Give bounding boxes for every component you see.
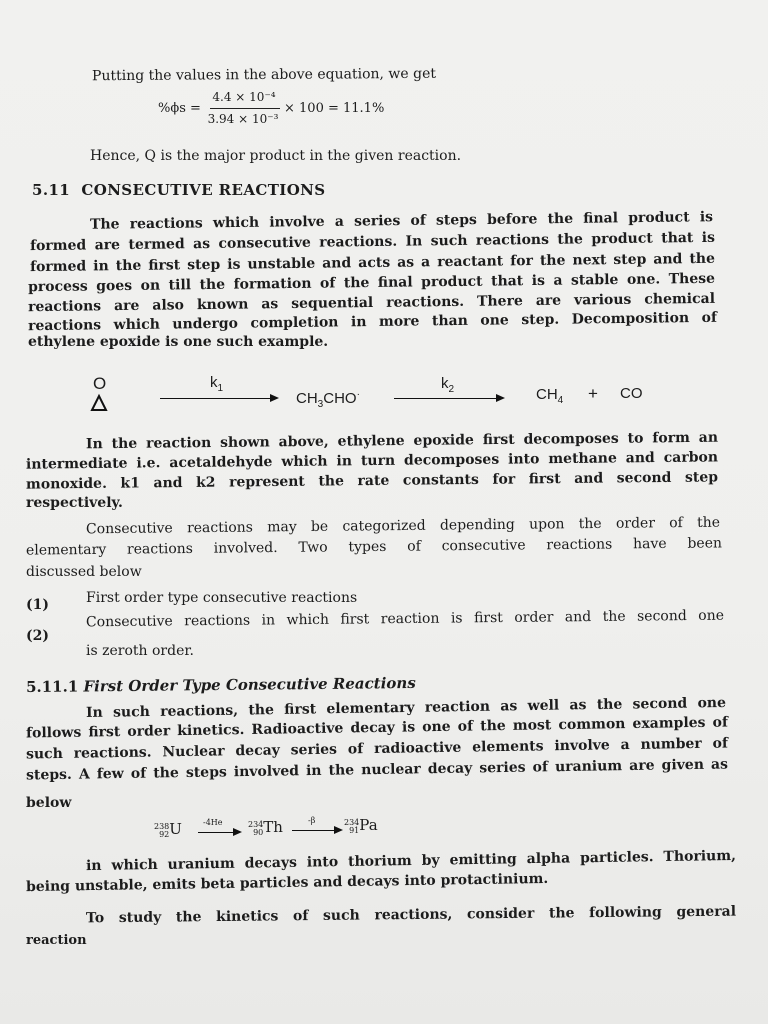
epoxide-oxygen: O	[93, 374, 107, 393]
fraction-bar	[210, 108, 280, 109]
rate-constant-k1: $k_1$	[210, 374, 224, 394]
equation-denominator: 3.94 × 10⁻³	[207, 112, 279, 126]
paragraph-line: formed are termed as consecutive reactions. In such reactions the product that is	[29, 229, 716, 255]
alpha-decay-arrow	[198, 832, 234, 833]
rate-constant-k2: $k_2$	[441, 375, 455, 395]
paragraph-line: formed in the first step is unstable and acts as a reactant for the next step and the	[29, 250, 716, 276]
list-number: (2)	[26, 628, 49, 644]
paragraph-line: In the reaction shown above, ethylene epoxide first decomposes to form an	[85, 429, 719, 453]
paragraph-line: reactions which undergo completion in more than one step. Decomposition of	[27, 309, 718, 335]
paragraph-line: in which uranium decays into thorium by emitting alpha particles. Thorium,	[85, 847, 737, 875]
paragraph-line: reaction	[26, 933, 87, 948]
uranium-symbol: U	[169, 820, 182, 838]
paragraph-line: below	[26, 795, 72, 811]
uranium-atomic-number: 92	[159, 829, 170, 839]
section-title: CONSECUTIVE REACTIONS	[81, 181, 326, 199]
section-number: 5.11	[32, 181, 71, 199]
beta-decay-arrow	[292, 830, 336, 831]
paragraph-line: such reactions. Nuclear decay series of radioactive elements involve a number of	[25, 735, 729, 763]
equation-numerator: 4.4 × 10⁻⁴	[212, 90, 276, 104]
section-heading	[32, 181, 326, 199]
list-item-text: is zeroth order.	[86, 643, 194, 659]
paragraph-line: In such reactions, the first elementary reaction as well as the second one	[85, 694, 727, 722]
beta-emission-label: -β	[308, 816, 316, 825]
subsection-number: 5.11.1	[25, 677, 79, 697]
hence-line: Hence, Q is the major product in the given reaction.	[90, 148, 462, 164]
list-item-text: First order type consecutive reactions	[86, 590, 358, 606]
arrow-k1	[160, 398, 272, 399]
thorium-symbol: Th	[263, 818, 283, 836]
paragraph-line: process goes on till the formation of the final product that is a stable one. These	[27, 270, 716, 296]
paragraph-line: ethylene epoxide is one such example.	[28, 334, 329, 350]
alpha-emission-label: -4He	[203, 818, 223, 827]
intro-line: Putting the values in the above equation, we get	[91, 65, 437, 85]
paragraph-line: reactions are also known as sequential reactions. There are various chemical	[27, 290, 716, 316]
protactinium-nuclide	[344, 816, 378, 835]
arrow-k2	[394, 398, 498, 399]
acetaldehyde-intermediate: $CH_3CHO^\cdot$	[296, 389, 360, 410]
arrow-k1-head	[270, 394, 279, 402]
beta-decay-arrow-head	[334, 826, 343, 834]
thorium-atomic-number: 90	[253, 827, 264, 837]
paragraph-line: Consecutive reactions may be categorized depending upon the order of the	[85, 514, 721, 538]
methane-product: $CH_4$	[536, 386, 564, 406]
list-number: (1)	[26, 597, 49, 613]
paragraph-line: discussed below	[26, 564, 142, 580]
paragraph-line: To study the kinetics of such reactions, consider the following general	[85, 903, 737, 927]
subsection-title: First Order Type Consecutive Reactions	[83, 673, 416, 696]
plus-sign: +	[588, 384, 598, 403]
alpha-decay-arrow-head	[233, 828, 242, 836]
equation-lhs: %ϕs =	[158, 101, 201, 116]
list-item-text: Consecutive reactions in which first reaction is first order and the second one	[85, 607, 725, 631]
paragraph-line: being unstable, emits beta particles and decays into protactinium.	[25, 870, 549, 896]
paragraph-line: respectively.	[26, 495, 123, 511]
paragraph-line: intermediate i.e. acetaldehyde which in turn decomposes into methane and carbon	[25, 449, 719, 473]
equation-rhs: × 100 = 11.1%	[284, 101, 385, 116]
protactinium-atomic-number: 91	[349, 825, 360, 835]
uranium-nuclide	[154, 820, 182, 839]
protactinium-mass-number: 234	[344, 817, 360, 827]
paragraph-line: monoxide. k1 and k2 represent the rate constants for first and second step	[25, 469, 719, 493]
carbon-monoxide-product: CO	[620, 385, 643, 402]
paragraph-line: The reactions which involve a series of steps before the final product is	[89, 209, 714, 233]
thorium-nuclide	[248, 818, 283, 837]
paragraph-line: elementary reactions involved. Two types of consecutive reactions have been	[25, 535, 723, 559]
paragraph-line: follows first order kinetics. Radioactive decay is one of the most common examples of	[25, 714, 729, 742]
paragraph-line: steps. A few of the steps involved in the nuclear decay series of uranium are given as	[25, 756, 729, 784]
uranium-mass-number: 238	[154, 821, 170, 831]
subsection-heading	[26, 674, 416, 696]
arrow-k2-head	[496, 394, 505, 402]
thorium-mass-number: 234	[248, 819, 264, 829]
protactinium-symbol: Pa	[359, 816, 378, 834]
